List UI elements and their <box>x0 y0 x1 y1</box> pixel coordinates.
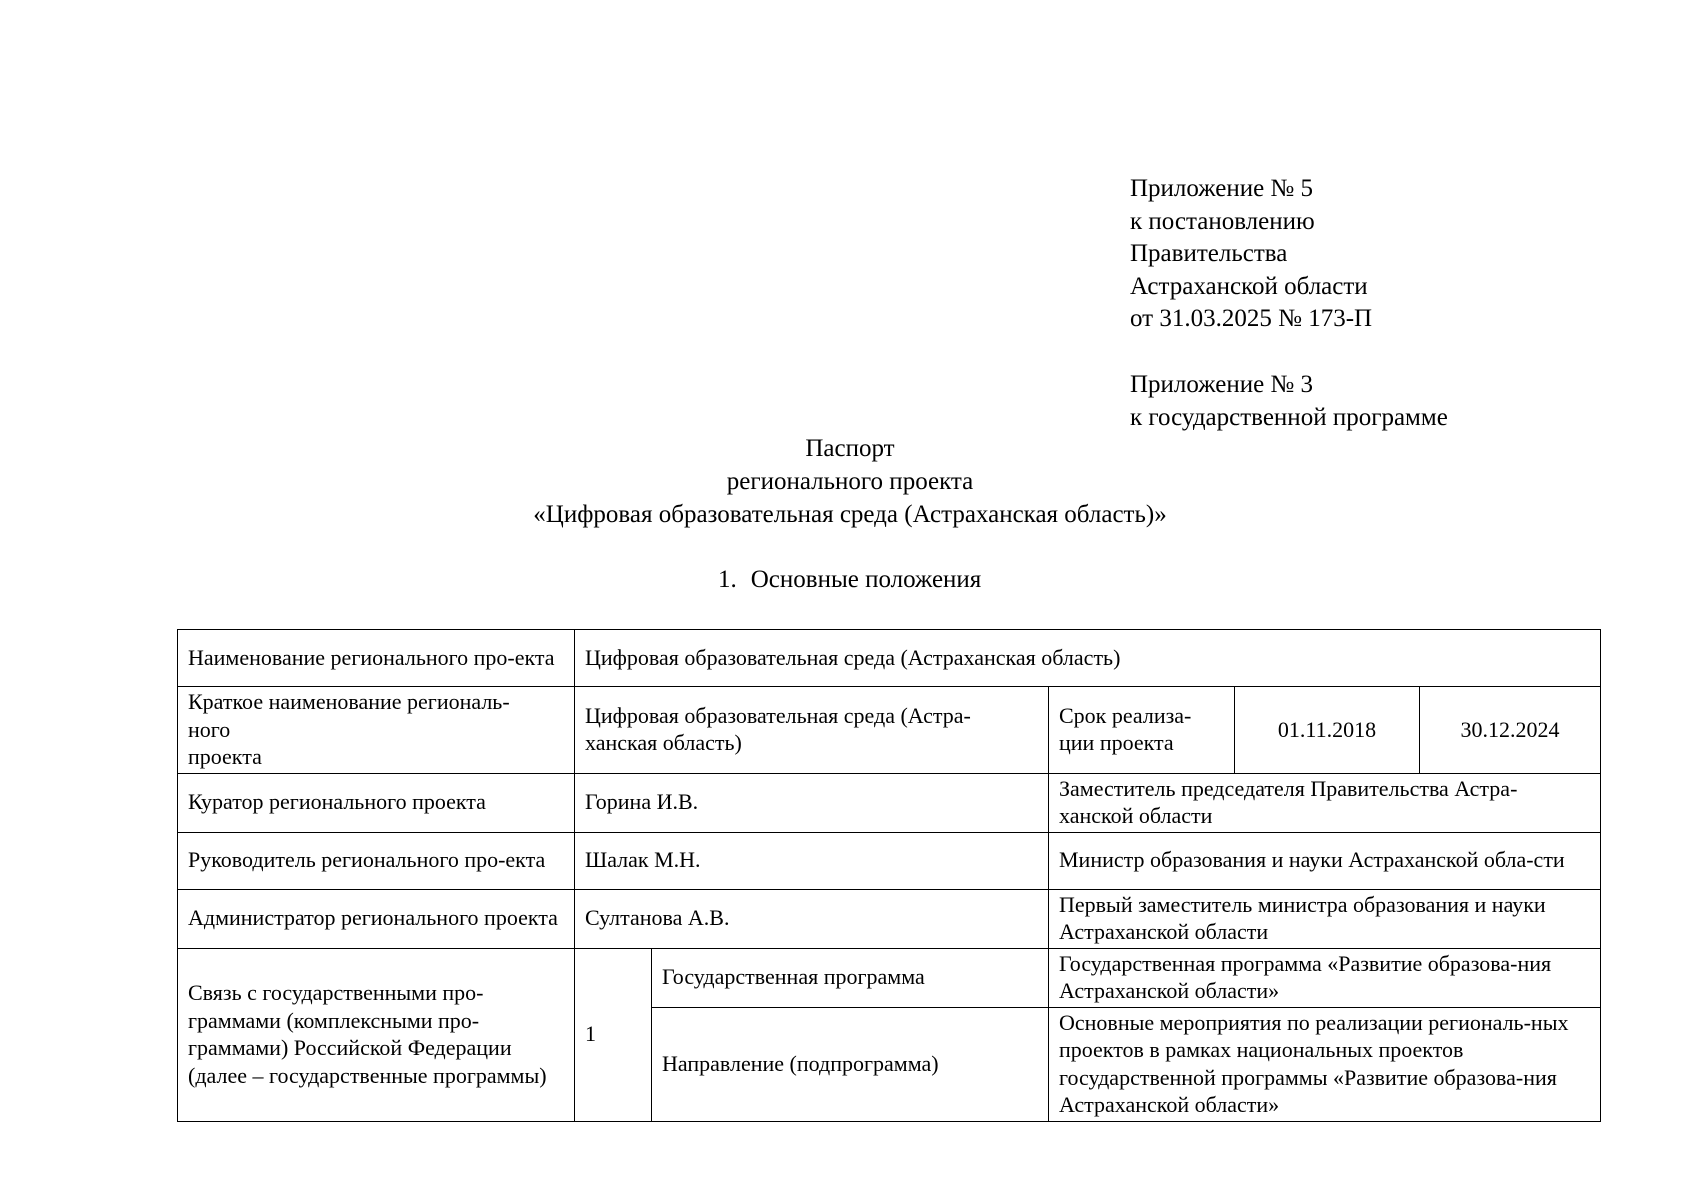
title-project-name: «Цифровая образовательная среда (Астраханская область)» <box>533 501 1167 528</box>
direction-label: Направление (подпрограмма) <box>652 1007 1049 1121</box>
administrator-label: Администратор регионального проекта <box>178 889 575 948</box>
document-title <box>0 432 1697 531</box>
title-regional-project: регионального проекта <box>726 468 974 495</box>
appendix-5-date-number: от 31.03.2025 № 173-П <box>1130 305 1373 333</box>
head-label: Руководитель регионального про-екта <box>178 832 575 889</box>
appendix-5-government: Правительства <box>1130 240 1288 268</box>
appendix-5-region: Астраханской области <box>1130 272 1368 300</box>
table-row-short-name <box>178 687 1601 774</box>
curator-person: Горина И.В. <box>575 773 1049 832</box>
administrator-person: Султанова А.В. <box>575 889 1049 948</box>
name-value: Цифровая образовательная среда (Астраханская область) <box>575 630 1601 687</box>
short-name-label-line2: ного <box>188 716 231 742</box>
curator-position: Заместитель председателя Правительства Астра-ханской области <box>1049 773 1601 832</box>
head-person: Шалак М.Н. <box>575 832 1049 889</box>
start-date: 01.11.2018 <box>1235 687 1420 774</box>
section-heading <box>718 563 981 596</box>
head-position: Министр образования и науки Астраханской обла-сти <box>1049 832 1601 889</box>
end-date: 30.12.2024 <box>1420 687 1601 774</box>
table-row-curator <box>178 773 1601 832</box>
section-title: Основные положения <box>750 566 982 593</box>
appendix-5-header <box>1130 173 1372 336</box>
curator-label: Куратор регионального проекта <box>178 773 575 832</box>
links-label: Связь с государственными про-граммами (комплексными про-граммами) Российской Федерации (далее – государственные программы) <box>178 948 575 1121</box>
program-value: Государственная программа «Развитие образова-ния Астраханской области» <box>1049 948 1601 1007</box>
table-row-administrator <box>178 889 1601 948</box>
title-passport: Паспорт <box>805 435 895 462</box>
passport-table <box>177 629 1601 1122</box>
term-label: Срок реализа-ции проекта <box>1049 687 1235 774</box>
appendix-3-number: Приложение № 3 <box>1130 371 1314 398</box>
direction-value: Основные мероприятия по реализации региональ-ных проектов в рамках национальных проектов государственной программы «Развитие образова-ния Астраханской области» <box>1049 1007 1601 1121</box>
table-row-program <box>178 948 1601 1007</box>
appendix-3-header <box>1130 369 1448 434</box>
appendix-5-resolution: к постановлению <box>1130 207 1315 235</box>
short-name-value: Цифровая образовательная среда (Астра-ханская область) <box>575 687 1049 774</box>
name-label: Наименование регионального про-екта <box>178 630 575 687</box>
short-name-label-line1: Краткое наименование региональ- <box>188 689 510 714</box>
appendix-5-number: Приложение № 5 <box>1130 175 1314 202</box>
table-row-name <box>178 630 1601 687</box>
table-row-head <box>178 832 1601 889</box>
program-label: Государственная программа <box>652 948 1049 1007</box>
short-name-label <box>178 687 575 774</box>
links-number: 1 <box>575 948 652 1121</box>
appendix-3-program: к государственной программе <box>1130 403 1448 431</box>
administrator-position: Первый заместитель министра образования и науки Астраханской области <box>1049 889 1601 948</box>
section-number: 1. <box>718 566 737 593</box>
short-name-label-line3: проекта <box>188 744 262 769</box>
